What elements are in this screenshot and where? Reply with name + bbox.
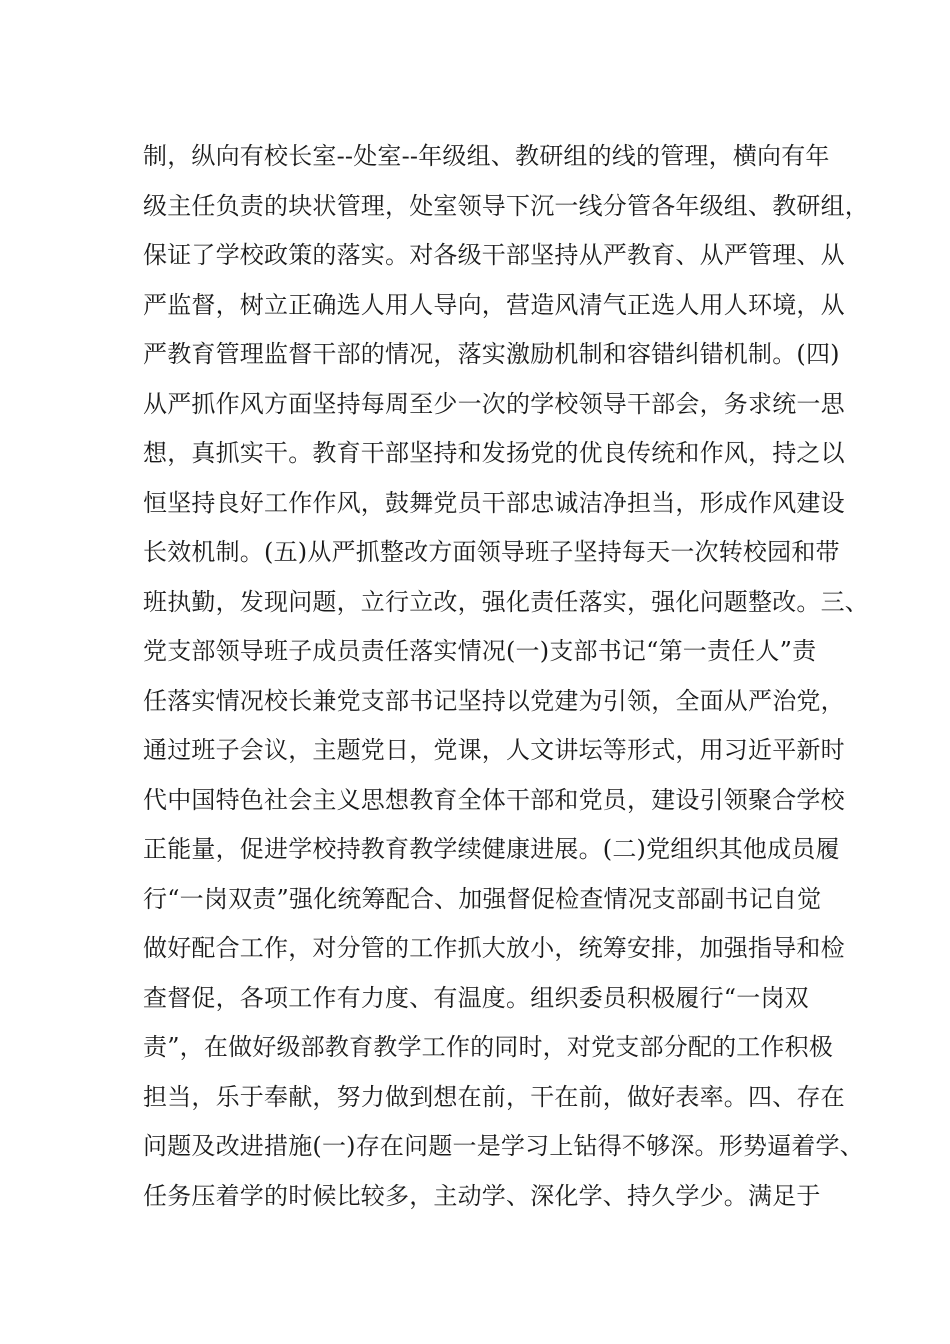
text-line: 长效机制。(五)从严抓整改方面领导班子坚持每天一次转校园和带 <box>143 538 840 566</box>
text-line: 担当，乐于奉献，努力做到想在前，干在前，做好表率。四、存在 <box>143 1082 845 1111</box>
text-line: 恒坚持良好工作作风，鼓舞党员干部忠诚洁净担当，形成作风建设 <box>143 488 845 517</box>
text-line: 行“一岗双责”强化统筹配合、加强督促检查情况支部副书记自觉 <box>143 884 822 913</box>
text-line: 班执勤，发现问题，立行立改，强化责任落实，强化问题整改。三、 <box>143 587 869 616</box>
text-line: 做好配合工作，对分管的工作抓大放小，统筹安排，加强指导和检 <box>143 934 845 962</box>
text-line: 严监督，树立正确选人用人导向，营造风清气正选人用人环境，从 <box>143 290 845 319</box>
text-line: 任务压着学的时候比较多，主动学、深化学、持久学少。满足于 <box>143 1181 821 1210</box>
text-line: 想，真抓实干。教育干部坚持和发扬党的优良传统和作风，持之以 <box>143 439 845 467</box>
text-line: 代中国特色社会主义思想教育全体干部和党员，建设引领聚合学校 <box>143 785 845 814</box>
text-line: 责”，在做好级部教育教学工作的同时，对党支部分配的工作积极 <box>143 1033 834 1061</box>
text-line: 从严抓作风方面坚持每周至少一次的学校领导干部会，务求统一思 <box>143 389 845 418</box>
text-line: 保证了学校政策的落实。对各级干部坚持从严教育、从严管理、从 <box>143 241 845 269</box>
body-text <box>143 132 869 1221</box>
text-line: 任落实情况校长兼党支部书记坚持以党建为引领，全面从严治党， <box>143 686 845 715</box>
text-line: 通过班子会议，主题党日，党课，人文讲坛等形式，用习近平新时 <box>143 736 845 764</box>
text-line: 问题及改进措施(一)存在问题一是学习上钻得不够深。形势逼着学、 <box>143 1132 864 1160</box>
text-line: 级主任负责的块状管理，处室领导下沉一线分管各年级组、教研组， <box>143 191 869 220</box>
text-line: 查督促，各项工作有力度、有温度。组织委员积极履行“一岗双 <box>143 983 809 1012</box>
text-line: 党支部领导班子成员责任落实情况(一)支部书记“第一责任人”责 <box>143 637 817 665</box>
text-line: 严教育管理监督干部的情况，落实激励机制和容错纠错机制。(四) <box>143 340 840 368</box>
text-line: 制，纵向有校长室--处室--年级组、教研组的线的管理，横向有年 <box>143 142 830 170</box>
text-line: 正能量，促进学校持教育教学续健康进展。(二)党组织其他成员履 <box>143 835 840 863</box>
